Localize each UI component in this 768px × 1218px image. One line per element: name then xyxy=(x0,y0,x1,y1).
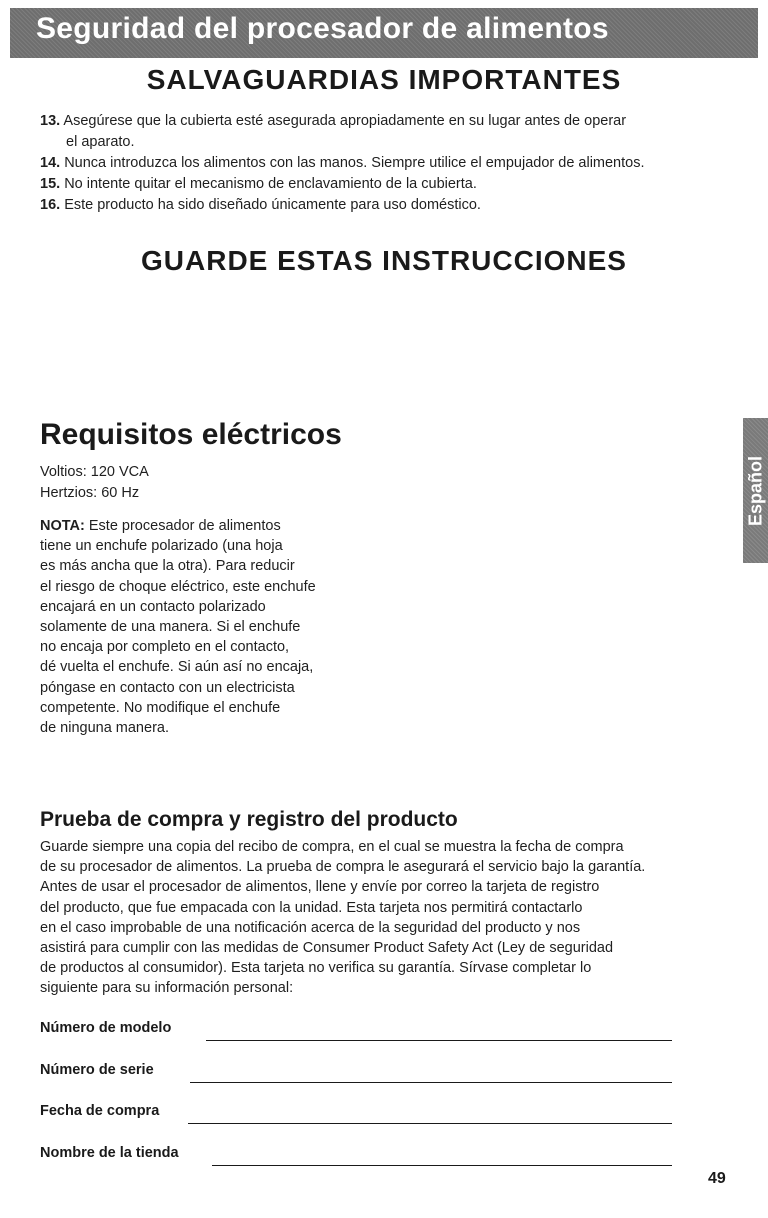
page-number: 49 xyxy=(708,1170,726,1187)
purchase-date-field[interactable] xyxy=(40,1103,672,1127)
model-number-label: Número de modelo xyxy=(40,1020,172,1036)
section-header-title: Seguridad del procesador de alimentos xyxy=(36,12,609,45)
frequency-text: Hertzios: 60 Hz xyxy=(40,485,140,501)
purchase-date-label: Fecha de compra xyxy=(40,1103,160,1119)
safeguard-item xyxy=(40,111,740,153)
safeguard-item xyxy=(40,174,740,195)
safeguard-number: 16. xyxy=(40,197,61,213)
language-tab-label: Español xyxy=(745,455,765,526)
store-name-field[interactable] xyxy=(40,1145,672,1169)
note-line: encajará en un contacto polarizado xyxy=(40,598,266,615)
serial-number-label: Número de serie xyxy=(40,1062,154,1078)
safeguard-item xyxy=(40,153,740,174)
note-line: de ninguna manera. xyxy=(40,720,169,737)
paragraph-line: de su procesador de alimentos. La prueba de compra le asegurará el servicio bajo la garantía. xyxy=(40,859,646,876)
model-number-field[interactable] xyxy=(40,1020,672,1044)
note-line: Este procesador de alimentos xyxy=(88,518,281,534)
safeguard-text-continuation: el aparato. xyxy=(66,134,135,150)
voltage-text: Voltios: 120 VCA xyxy=(40,464,149,480)
safeguards-heading: SALVAGUARDIAS IMPORTANTES xyxy=(146,64,622,95)
note-line: póngase en contacto con un electricista xyxy=(40,679,295,696)
note-line-first xyxy=(40,516,370,536)
serial-number-line[interactable] xyxy=(190,1082,672,1083)
store-name-label: Nombre de la tienda xyxy=(40,1145,179,1161)
note-line: solamente de una manera. Si el enchufe xyxy=(40,619,301,636)
safeguards-list xyxy=(40,111,740,216)
safeguard-text: Asegúrese que la cubierta esté asegurada apropiadamente en su lugar antes de operar xyxy=(63,113,627,129)
paragraph-line: en el caso improbable de una notificación acerca de la seguridad del producto y nos xyxy=(40,919,581,936)
safeguard-text: Este producto ha sido diseñado únicamente para uso doméstico. xyxy=(64,197,481,213)
safeguard-number: 13. xyxy=(40,113,61,129)
electrical-requirements-title: Requisitos eléctricos xyxy=(40,418,342,451)
paragraph-line: siguiente para su información personal: xyxy=(40,980,294,997)
purchase-date-line[interactable] xyxy=(188,1123,672,1124)
safeguard-text: Nunca introduzca los alimentos con las manos. Siempre utilice el empujador de alimentos. xyxy=(64,155,645,171)
save-instructions-heading: GUARDE ESTAS INSTRUCCIONES xyxy=(141,245,627,276)
note-line: es más ancha que la otra). Para reducir xyxy=(40,558,295,575)
store-name-line[interactable] xyxy=(212,1165,672,1166)
paragraph-line: del producto, que fue empacada con la unidad. Esta tarjeta nos permitirá contactarlo xyxy=(40,899,583,916)
safeguard-item xyxy=(40,195,740,216)
note-line: no encaja por completo en el contacto, xyxy=(40,639,290,656)
proof-of-purchase-paragraph xyxy=(40,837,740,999)
paragraph-line: Antes de usar el procesador de alimentos, llene y envíe por correo la tarjeta de registro xyxy=(40,879,600,896)
section-header-bar xyxy=(10,8,758,58)
note-line: el riesgo de choque eléctrico, este enchufe xyxy=(40,578,316,595)
polarized-plug-note xyxy=(40,516,370,738)
safeguard-number: 15. xyxy=(40,176,61,192)
paragraph-line: de productos al consumidor). Esta tarjeta no verifica su garantía. Sírvase completar lo xyxy=(40,960,592,977)
model-number-line[interactable] xyxy=(206,1040,672,1041)
note-line: tiene un enchufe polarizado (una hoja xyxy=(40,538,283,555)
paragraph-line: Guarde siempre una copia del recibo de compra, en el cual se muestra la fecha de compra xyxy=(40,839,624,855)
note-line: dé vuelta el enchufe. Si aún así no encaja, xyxy=(40,659,314,676)
note-label: NOTA: xyxy=(40,518,85,534)
paragraph-line: asistirá para cumplir con las medidas de Consumer Product Safety Act (Ley de seguridad xyxy=(40,940,614,957)
proof-of-purchase-title: Prueba de compra y registro del producto xyxy=(40,808,458,831)
safeguard-number: 14. xyxy=(40,155,61,171)
note-line: competente. No modifique el enchufe xyxy=(40,699,281,716)
language-tab xyxy=(743,418,768,563)
safeguard-text: No intente quitar el mecanismo de enclavamiento de la cubierta. xyxy=(64,176,477,192)
serial-number-field[interactable] xyxy=(40,1062,672,1086)
